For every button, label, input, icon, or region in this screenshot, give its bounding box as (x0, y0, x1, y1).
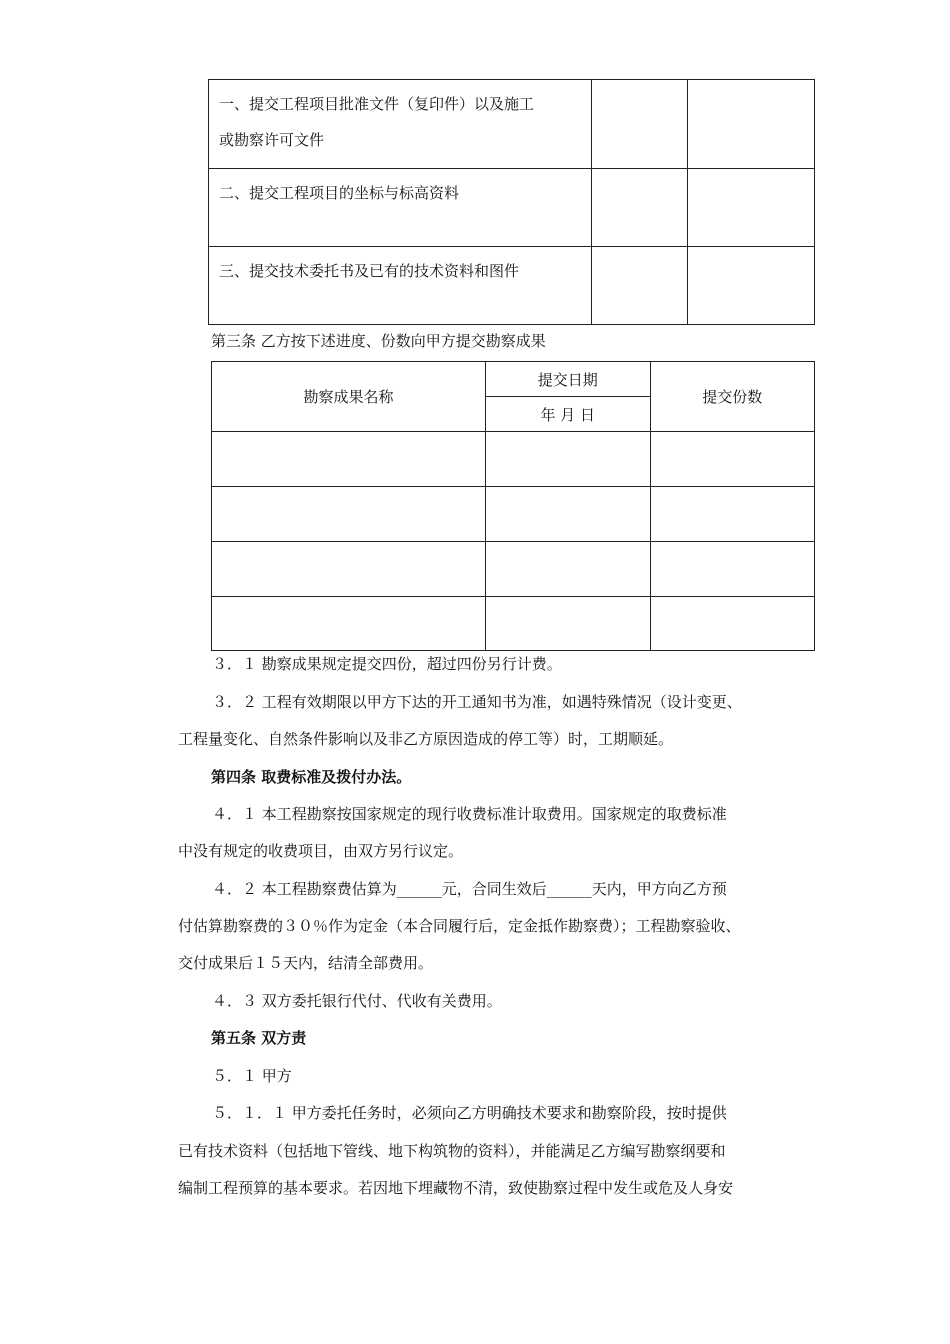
header-result-name: 勘察成果名称 (212, 362, 486, 432)
table-cell (486, 487, 650, 542)
table-cell (212, 597, 486, 651)
table-cell (591, 247, 688, 325)
clause-5-1-1-line: 编制工程预算的基本要求。若因地下埋藏物不清，致使勘察过程中发生或危及人身安 (178, 1179, 734, 1197)
clause-4-2-line (212, 871, 852, 907)
clause-4-1-line: ４．１ 本工程勘察按国家规定的现行收费标准计取费用。国家规定的取费标准 (212, 805, 727, 823)
table-cell (209, 80, 592, 169)
table-row (212, 432, 815, 487)
clause-4-2-line: 付估算勘察费的３０％作为定金（本合同履行后，定金抵作勘察费）；工程勘察验收、 (178, 917, 741, 935)
table-cell (650, 487, 814, 542)
clause-4-2-text: 天内，甲方向乙方预 (591, 880, 727, 898)
clause-4-2-text: ４．２ 本工程勘察费估算为 (212, 880, 397, 898)
article-3-heading: 第三条 乙方按下述进度、份数向甲方提交勘察成果 (211, 332, 546, 350)
row-text-line: 三、提交技术委托书及已有的技术资料和图件 (219, 262, 520, 280)
clause-5-1-1-line: 已有技术资料（包括地下管线、地下构筑物的资料），并能满足乙方编写勘察纲要和 (178, 1142, 726, 1160)
row-text-line: 二、提交工程项目的坐标与标高资料 (219, 184, 460, 202)
results-schedule-table (211, 361, 815, 651)
table-cell (212, 487, 486, 542)
table-row (212, 487, 815, 542)
clause-3-1: ３．１ 勘察成果规定提交四份，超过四份另行计费。 (212, 655, 562, 673)
article-4-heading: 第四条 取费标准及拨付办法。 (211, 768, 412, 786)
clause-4-3: ４．３ 双方委托银行代付、代收有关费用。 (212, 992, 502, 1010)
submission-items-table (208, 79, 815, 325)
clause-5-1: ５．１ 甲方 (212, 1067, 292, 1085)
clause-4-1-line: 中没有规定的收费项目，由双方另行议定。 (178, 842, 464, 860)
row-text-line: 或勘察许可文件 (219, 131, 325, 149)
table-cell (591, 80, 688, 169)
table-cell (688, 80, 815, 169)
fee-amount-blank: ______ (396, 880, 442, 898)
table-cell (486, 542, 650, 597)
clause-3-2-line: 工程量变化、自然条件影响以及非乙方原因造成的停工等）时，工期顺延。 (178, 730, 674, 748)
table-cell (486, 432, 650, 487)
table-cell (212, 542, 486, 597)
table-cell (209, 247, 592, 325)
table-row (212, 597, 815, 651)
table-cell (688, 247, 815, 325)
table-cell (209, 169, 592, 247)
clause-5-1-1-line: ５．１．１ 甲方委托任务时，必须向乙方明确技术要求和勘察阶段，按时提供 (212, 1104, 727, 1122)
header-copies: 提交份数 (650, 362, 814, 432)
table-cell (486, 597, 650, 651)
clause-4-2-text: 元，合同生效后 (441, 880, 547, 898)
header-submit-date: 提交日期 (486, 362, 650, 397)
table-row (212, 542, 815, 597)
clause-4-2-line: 交付成果后１５天内，结清全部费用。 (178, 954, 434, 972)
table-cell (212, 432, 486, 487)
clause-3-2-line: ３．２ 工程有效期限以甲方下达的开工通知书为准，如遇特殊情况（设计变更、 (212, 693, 742, 711)
table-cell (650, 597, 814, 651)
article-5-heading: 第五条 双方责 (211, 1029, 307, 1047)
days-blank: ______ (546, 880, 592, 898)
table-cell (650, 542, 814, 597)
row-text-line: 一、提交工程项目批准文件（复印件）以及施工 (219, 95, 535, 113)
table-cell (591, 169, 688, 247)
header-date-format: 年 月 日 (486, 397, 650, 432)
table-cell (650, 432, 814, 487)
table-cell (688, 169, 815, 247)
